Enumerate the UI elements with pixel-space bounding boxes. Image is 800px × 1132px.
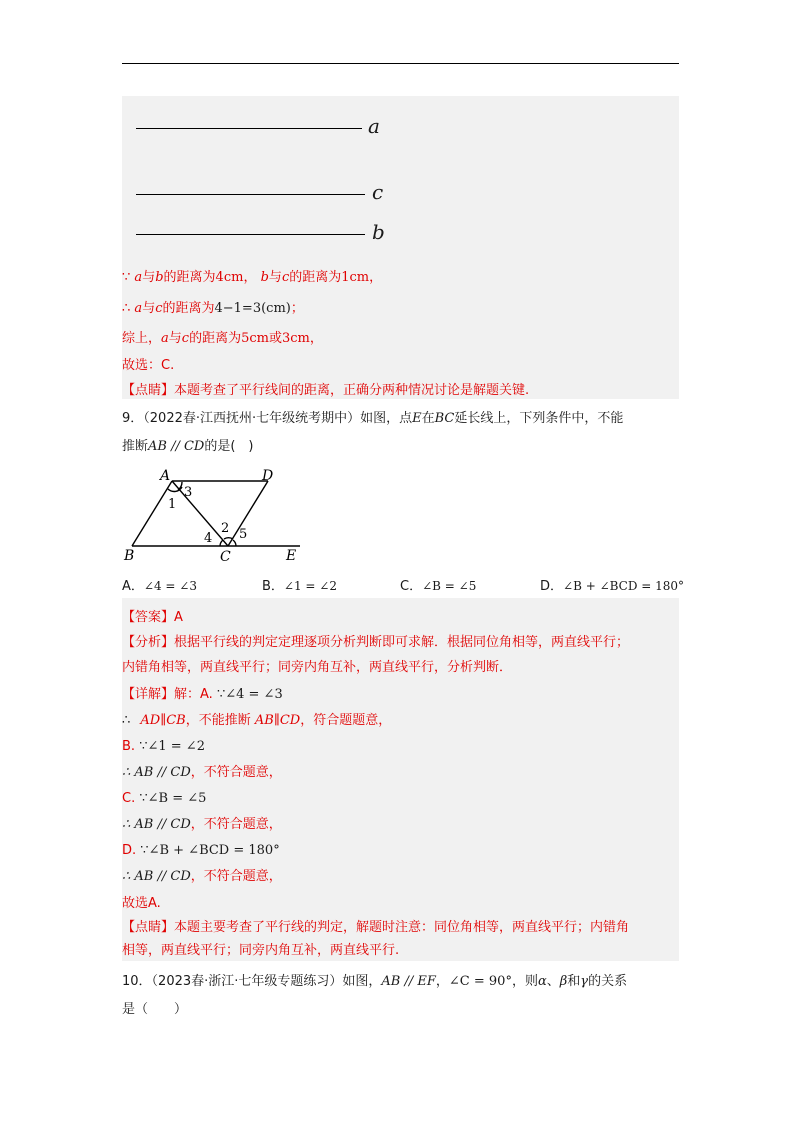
text: B. [122, 739, 136, 754]
arc-angle-4 [220, 540, 223, 546]
text: 推断 [122, 439, 149, 454]
line-b [136, 234, 365, 235]
var: a [134, 301, 143, 316]
option-d[interactable] [540, 575, 684, 594]
angle-label-2: 2 [221, 521, 230, 536]
expression: ∵∠B = ∠5 [139, 791, 207, 806]
option-a[interactable] [122, 575, 197, 594]
math: AD∥CB [140, 713, 186, 728]
line-a [136, 128, 362, 129]
option-c[interactable] [400, 575, 476, 594]
text: 10．（2023春·浙江·七年级专题练习）如图， [122, 974, 382, 989]
detail-line-c [122, 789, 206, 809]
detail-line-c-conclusion [122, 815, 282, 835]
solution-line-3 [122, 329, 323, 349]
solution-line-2 [122, 299, 304, 319]
text: ，不符合题意， [190, 817, 282, 832]
angle-label-3: 3 [184, 485, 193, 500]
label-c: c [372, 180, 384, 204]
option-letter: C． [400, 579, 423, 594]
text: C. [122, 791, 136, 806]
detail-line-d-conclusion [122, 867, 282, 887]
prev-solution-block [122, 96, 679, 399]
option-letter: A． [122, 579, 144, 594]
text: ； [290, 301, 304, 316]
value: 3cm [282, 331, 310, 346]
value: 1cm [341, 270, 370, 285]
var: β [559, 974, 568, 989]
text: ，不能推断 [185, 713, 251, 728]
math: ∠C = 90° [448, 974, 512, 989]
text: ，符合题题意， [300, 713, 392, 728]
text: 或 [268, 331, 282, 346]
text: 的距离为 [189, 331, 242, 346]
var: c [155, 301, 163, 316]
q10-stem-line-2: 是（ ） [122, 1002, 188, 1017]
option-letter: D． [540, 579, 564, 594]
text: ，不符合题意， [190, 765, 282, 780]
text: 9．（2022春·江西抚州·七年级统考期中）如图，点 [122, 411, 413, 426]
therefore-symbol: ∴ [122, 301, 131, 316]
text: ，则 [511, 974, 538, 989]
text: 与 [142, 301, 156, 316]
segment-cd [228, 481, 268, 546]
arc-angle-5 [233, 540, 236, 546]
tip-line-2: 相等，两直线平行；同旁内角互补，两直线平行. [122, 943, 400, 958]
expression: 4−1=3(cm) [214, 301, 291, 316]
text: 综上， [122, 331, 162, 346]
q9-solution-block [122, 598, 679, 961]
q9-stem-line-2 [122, 437, 254, 457]
math: ∴ AB // CD [122, 869, 191, 884]
analysis-line-1: 【分析】根据平行线的判定定理逐项分析判断即可求解．根据同位角相等，两直线平行； [122, 635, 630, 650]
var: E [412, 411, 422, 426]
detail-line-d [122, 841, 280, 861]
math: AB // CD [148, 439, 205, 454]
solution-line-1 [122, 268, 382, 288]
text: ， [309, 331, 323, 346]
var: c [181, 331, 190, 346]
math: AB // EF [381, 974, 436, 989]
text: 和 [567, 974, 581, 989]
text: 与 [142, 270, 156, 285]
point-b: B [124, 548, 135, 564]
point-a: A [160, 468, 171, 484]
value: 5cm [241, 331, 269, 346]
point-e: E [286, 548, 297, 564]
option-expr: ∠B = ∠5 [422, 579, 477, 593]
text: 、 [546, 974, 560, 989]
detail-line-a-conclusion [122, 711, 391, 731]
var: c [281, 270, 290, 285]
text: 与 [268, 270, 282, 285]
point-c: C [220, 549, 231, 564]
therefore-symbol: ∴ [122, 713, 131, 728]
var: BC [434, 411, 455, 426]
text: ，不符合题意， [190, 869, 282, 884]
text: 的距离为 [162, 301, 215, 316]
analysis-line-2: 内错角相等，两直线平行；同旁内角互补，两直线平行，分析判断． [122, 660, 513, 675]
text: 的距离为 [289, 270, 342, 285]
math: ∴ AB // CD [122, 817, 191, 832]
text: ， [369, 270, 383, 285]
text: 在 [421, 411, 435, 426]
line-c [136, 194, 365, 195]
q9-stem-line-1 [122, 409, 623, 429]
option-expr: ∠1 = ∠2 [283, 579, 337, 593]
var: b [155, 270, 164, 285]
q9-figure [120, 466, 310, 564]
math: AB∥CD [254, 713, 301, 728]
expression: ∵∠1 = ∠2 [139, 739, 205, 754]
q10-stem-line-1 [122, 972, 627, 992]
angle-label-5: 5 [239, 527, 248, 542]
math: ∴ AB // CD [122, 765, 191, 780]
arc-angle-2 [224, 538, 233, 539]
text: D. [122, 843, 137, 858]
option-expr: ∠4 = ∠3 [143, 579, 197, 593]
point-d: D [262, 468, 274, 484]
angle-label-4: 4 [204, 531, 213, 546]
detail-line-b-conclusion [122, 763, 282, 783]
segment-ac [172, 481, 228, 546]
text: 【详解】解：A. [122, 687, 213, 702]
solution-line-4: 故选：C. [122, 358, 175, 373]
label-a: a [368, 114, 380, 138]
var: α [537, 974, 547, 989]
header-rule [122, 63, 679, 64]
detail-line-a [122, 685, 283, 705]
var: γ [580, 974, 589, 989]
answer: 【答案】A [122, 610, 183, 625]
expression: ∵∠B + ∠BCD = 180° [140, 843, 280, 858]
expression: ∵∠4 = ∠3 [216, 687, 283, 702]
text: ， [435, 974, 449, 989]
text: 的距离为 [163, 270, 216, 285]
var: a [134, 270, 143, 285]
var: a [161, 331, 169, 346]
text: 的是( ) [204, 439, 254, 454]
because-symbol: ∵ [122, 270, 131, 285]
text: 与 [168, 331, 182, 346]
label-b: b [372, 220, 385, 244]
text: 延长线上，下列条件中，不能 [454, 411, 624, 426]
text: ， [243, 270, 257, 285]
solution-tip: 【点睛】本题考查了平行线间的距离，正确分两种情况讨论是解题关键. [122, 383, 530, 398]
angle-label-1: 1 [168, 497, 177, 512]
var: b [260, 270, 269, 285]
choose-line: 故选A. [122, 896, 161, 911]
option-b[interactable] [262, 575, 337, 594]
option-expr: ∠B + ∠BCD = 180° [563, 579, 685, 593]
tip-line-1: 【点睛】本题主要考查了平行线的判定，解题时注意：同位角相等，两直线平行；内错角 [122, 920, 630, 935]
text: 的关系 [588, 974, 628, 989]
detail-line-b [122, 737, 205, 757]
value: 4cm [215, 270, 244, 285]
segment-ab [132, 481, 172, 546]
option-letter: B． [262, 579, 284, 594]
